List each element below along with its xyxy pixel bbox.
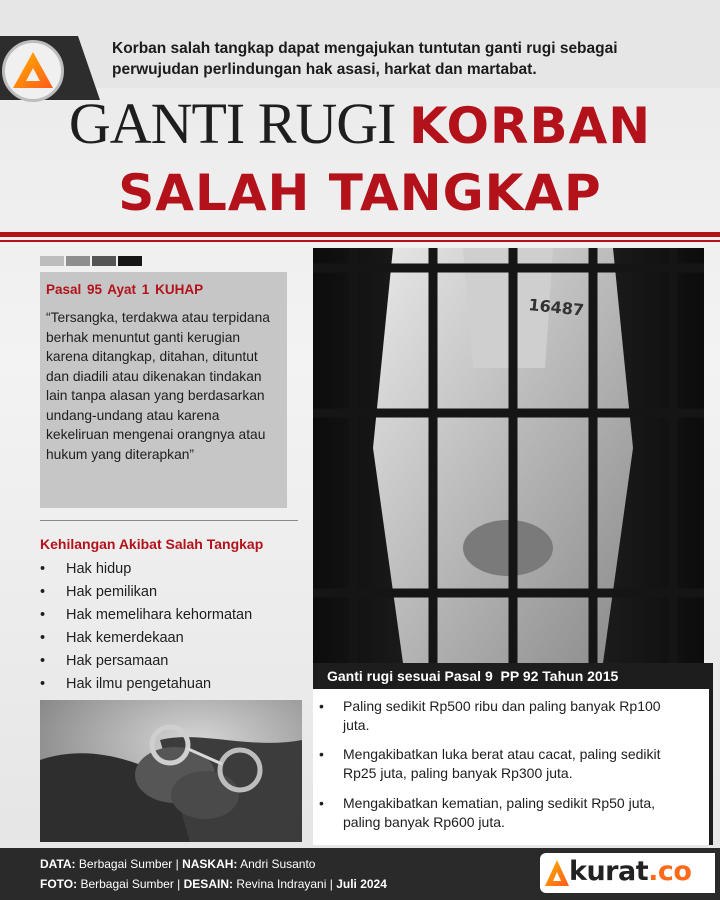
credit-line-2: FOTO: Berbagai Sumber | DESAIN: Revina Indrayani | Juli 2024 (40, 877, 387, 891)
uniform-number: 16487 (527, 295, 585, 320)
compensation-item: • Mengakibatkan kematian, paling sedikit Rp50 juta, paling banyak Rp600 juta. (319, 795, 656, 830)
title-divider-thick (0, 232, 720, 237)
decorative-squares (40, 256, 142, 266)
losses-title: Kehilangan Akibat Salah Tangkap (40, 536, 264, 552)
page-title-line2 (0, 160, 720, 238)
brand-name: kurat.co (569, 856, 692, 887)
pasal-quote-box (40, 272, 287, 508)
title-part-korban: KORBAN (409, 97, 652, 155)
list-item: • Hak kemerdekaan (40, 630, 184, 646)
brand-a-icon (544, 859, 570, 887)
list-item: • Hak persamaan (40, 653, 169, 669)
page-title-line1 (0, 92, 720, 170)
handcuffed-hands-photo (40, 700, 302, 842)
compensation-item: • Mengakibatkan luka berat atau cacat, paling sedikit Rp25 juta, paling banyak Rp300 juta. (319, 746, 661, 781)
compensation-box (313, 689, 713, 845)
list-item: • Hak hidup (40, 561, 132, 577)
list-item: • Hak memelihara kehormatan (40, 607, 253, 623)
list-item: • Hak pemilikan (40, 584, 158, 600)
credit-line-1: DATA: Berbagai Sumber | NASKAH: Andri Susanto (40, 857, 316, 871)
list-item: • Hak ilmu pengetahuan (40, 676, 212, 692)
losses-list (40, 558, 252, 696)
compensation-title: Ganti rugi sesuai Pasal 9 PP 92 Tahun 2015 (313, 663, 713, 689)
title-part-ganti-rugi: GANTI RUGI (68, 91, 409, 156)
compensation-item: • Paling sedikit Rp500 ribu dan paling banyak Rp100 juta. (319, 698, 661, 733)
title-divider-thin (0, 240, 720, 242)
section-divider (40, 520, 298, 521)
header-subtitle: Korban salah tangkap dapat mengajukan tuntutan ganti rugi sebagai perwujudan perlindungan hak asasi, harkat dan martabat. (112, 40, 618, 78)
prisoner-behind-bars-photo (313, 248, 704, 663)
pasal-quote-text: “Tersangka, terdakwa atau terpidana berhak menuntut ganti kerugian karena ditangkap, ditahan, dituntut dan diadili atau dikenakan tindakan lain tanpa alasan yang berdasarkan undang-undang atau karena kekeliruan mengenai orangnya atau hukum yang diterapkan” (46, 310, 270, 462)
title-salah-tangkap: SALAH TANGKAP (118, 164, 602, 222)
brand-logo (540, 853, 715, 893)
pasal-title: Pasal 95 Ayat 1 KUHAP (46, 282, 204, 297)
